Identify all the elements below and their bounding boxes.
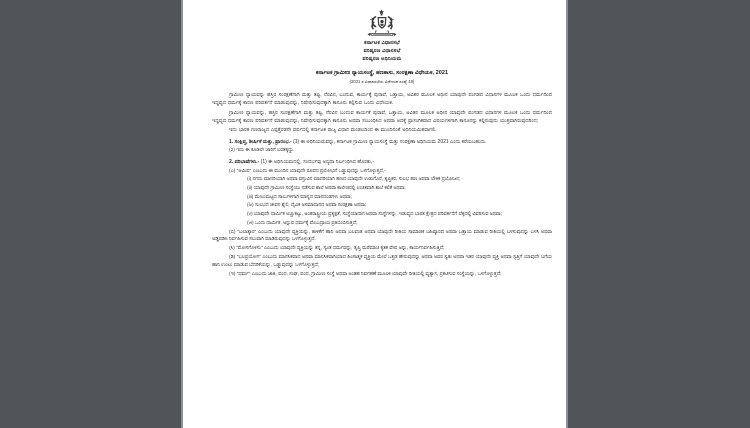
section-2-number: 2. [229, 158, 234, 165]
document-body [212, 91, 552, 279]
emblem-container [212, 9, 552, 38]
section-1 [212, 138, 552, 146]
header-line-2: ಪರಿಷ್ಕರಣ ವಿಧಾನಸಭೆ [363, 48, 401, 55]
section-2-heading: ಪರಿಭಾಷೆಗಳು.- [234, 158, 260, 165]
enactment-paragraph: ಇದು ಭಾರತ ಗಣರಾಜ್ಯದ ಎಪ್ಪತ್ತೆರಡನೇ ವರ್ಷದಲ್ಲಿ ಕರ್ನಾಟಕ ರಾಜ್ಯ ವಿಧಾನ ಮಂಡಲದಿಂದ ಈ ಮುಂದಿನಂತೆ ಅಧಿನಿಯಮಿತವಾಗಲಿ. [229, 127, 437, 134]
list-item: (v) ಯಾವುದೇ ಧಾರ್ಮಿಕ ಅಚ್ಚುಕಟ್ಟು, ಅಂತರಾಷ್ಟ್ರೀಯ ಪ್ರತ್ಯಕ್ಷತೆ, ಸಂಸ್ಥೆಯಾದಾಗ ಅಥವಾ ಸಂಸ್ಥೆಗಳನ್ನು, ಇಡುವ್ಯದ ಭಾರತ ಕ್ಷೇತ್ರದ ಪರಿವರ್ತನೆಗೆ ಲೆಕ್ಕದಲ್ಲಿ ವಿವರಿಸುವ ಅಥವಾ; [247, 212, 502, 218]
preamble-paragraph: ಗ್ರಾಮೀಣ ನ್ಯಾಯವನ್ನು ಹಸ್ತಿರ ಸಂರಕ್ಷಣೆಗಾಗಿ ಮತ್ತು ತಷ್ಟಿ, ನೆರವಿನ, ಬಂದುವ, ಕಾರ್ಯಕ್ಕೆ ಪುರಾವೆ, ಒತ್ತಾಯ, ಅವಿತರ ಮೂಲಕ ಅಧೀನ ಯಾವುದೇ ಪಂಗಡದ ವಿಧಾನಗಳ ಮೂಲಕ ಒಂದು ಧರ್ಮದಿಂದ ಇದ್ದವ್ಯದ ಧರ್ಮಕ್ಕೆ ಕಾರಣ ಪರಿವರ್ತನೆ ಮಾಡುವುದನ್ನು, ನಿಷೇಧಿಸುವುದಕ್ಕಾಗಿ ಕಾನೂನು ಕಲ್ಪಿಸುವ ಒಂದು ವಿಧೇಯಕ. [212, 92, 552, 107]
document-page[interactable] [183, 0, 566, 428]
list-item: (iv) ಸುಲಭದ ಜೀವನ ಶೈಲಿ, ದೈವಿಕ ಅಸಮಾಧಾನದ ಅಥವಾ ಸಂರಕ್ಷಣಾ ಅಥವಾ; [247, 203, 367, 209]
document-title: ಕರ್ನಾಟಕ ಗ್ರಾಮೀಣ ನ್ಯಾಯಸಂಸ್ಥೆ, ಹಣಕಾಸು, ಸಂರಕ್ಷಣಾ ವಿಧೇಯಕ, 2021 [315, 69, 449, 76]
definition-b: (ಬಿ) "ಬಲಾತ್ಕಾರ" ಎಂಬುದು ಯಾವುದೇ ವ್ಯಕ್ತಿಯನ್ನು, ತಾಳಿಕೆಗೆ ಹಾನಿ ಅಥವಾ ಬಲವಂತ ಅಥವಾ ಯಾವುದೇ ರೀತಿಯ ಸಾಮಾಜಿಕ ಬಹಿಷ್ಕಾರದ ಅಥವಾ ಒತ್ತಾಯ ಮಾಡುವ ರೀತಿಯಲ್ಲಿ ಬಳಸುವುದನ್ನು ಬಳಸಿ ಅಥವಾ ಅಡ್ಡಿಪಡಿಸಿ ನಿರ್ವಹಿಸುವ ಸಲುವಾಗಿ ಮಾಡಿರುವುದನ್ನು ಒಳಗೊಳ್ಳುತ್ತದೆ. [212, 229, 552, 243]
header-line-3: ಪರಿಷ್ಕರಣ ಅಧಿನಿಯಮ [362, 56, 402, 63]
list-item: (i) ನಗದು ಮಾದರಿಯಾಗಿ ಅಥವಾ ವಸ್ತುವಿನ ಮಾದರಿಯಾಗಿ ಹಣದ ಯಾವುದೇ ಉಡುಗೊರೆ, ತೃಪ್ತಿಕರ, ಸುಲಭ ಹಣ ಅಥವಾ ಲೌಕಿಕ ಪ್ರಯೋಜನ; [247, 177, 461, 183]
list-item: (ii) ಯಾವುದೇ ಗ್ರಾಮೀಣ ಸಂಸ್ಥೆಯು ನಡೆಸುವ ಶಾಲೆ ಅಥವಾ ಕಾಲೇಜಿನಲ್ಲಿ ಉಚಿತವಾಗಿ ಶಾಲೆ ಕಲಿಕೆ ಅಥವಾ; [247, 186, 406, 191]
section-1-number: 1. [229, 138, 234, 145]
list-item: (iii) ಮೇಲುಮಟ್ಟದ ಸಾಲುಗಳಿಗಾಗಿ ಮಾನ್ಯದ ಮಾನದಂಡಗಳು ಅಥವಾ; [247, 194, 352, 200]
section-2-subclause-a: (ಎ) "ಆಮಿಷ" ಎಂಬುದು ಈ ಮುಂದಿನ ಯಾವುದೇ ರೂಪದ ಪ್ರಲೋಭನೆ ಒಡ್ಡುವುದನ್ನು ಒಳಗೊಳ್ಳುತ್ತದೆ,- [229, 168, 386, 174]
section-1-subclause: (2) ಇದು ಈ ಕೂಡಲೇ ಜಾರಿಗೆ ಬರತಕ್ಕದ್ದು. [229, 148, 295, 154]
section-2 [212, 158, 552, 166]
section-1-heading: ಸಂಕ್ಷಿಪ್ತ, ಶೀರ್ಷಿಕೆ ಮತ್ತು, ಪ್ರಾರಂಭ.- [234, 138, 292, 145]
preamble-paragraph: ಗ್ರಾಮೀಣ ನ್ಯಾಯವನ್ನು, ಹಸ್ತಿರ ಸಂರಕ್ಷಣೆಗಾಗಿ ಮತ್ತು ತಷ್ಟಿ, ನೆರವಿನ ಬಂದುವ ಕಾರ್ಯಕೆ ಪುರಾವೆ, ಒತ್ತಾಯ, ಅವಿತರ ಮೂಲಕ ಅಧೀನ ಯಾವುದೇ ಪಂಗಡದ ವಿಧಾನಗಳ ಮೂಲಕ ಒಂದು ಧರ್ಮದಿಂದ ಇದ್ದವ್ಯದ ಧರ್ಮಕ್ಕೆ ಕಾರಣ ಪರಿವರ್ತನೆ ಮಾಡುವುದನ್ನು, ನಿಷೇಧಿಸುವುದಕ್ಕಾಗಿ ಕಾನೂನು ಅಥವಾ ಸಂಬಂಧಿಸಿದ ಅಥವಾ ಅದಕ್ಕೆ ಪ್ರಾಸಂಗಿಕವಾದ ವಿಷಯಗಳಿಗಾಗಿ ಕಾನೂನನ್ನು ಕಲ್ಪಿಸುವುದು ಯುಕ್ತವಾಗಿರುವುದರಿಂದ; [212, 109, 552, 124]
list-item: (vi) ಒಂದು ಧಾರ್ಮಿಕ, ಅನ್ನುವ ಧರ್ಮಕ್ಕೆ ವೆಂಬುದ್ರಾಯ ಪ್ರತಿಬಿಂಬಿಸುತ್ತದೆ; [247, 220, 358, 226]
section-1-body: (1) ಈ ಅಧಿನಿಯಮವನ್ನು, ಕರ್ನಾಟಕ ಗ್ರಾಮೀಣ ನ್ಯಾಯಸಂಸ್ಥೆ ಮತ್ತು ಸಂರಕ್ಷಣಾ ಅಧಿನಿಯಮ 2021 ಎಂದು ಕರೆಯಬಹುದು. [293, 138, 487, 145]
section-2-body: (1) ಈ ಅಧಿನಿಯಮದಲ್ಲಿ, ಸಂದರ್ಭವು ಅನ್ಯಥಾ ನಿರ್ಬಂಧಿಸಿದ ಹೊರತು,- [260, 158, 375, 165]
definition-d: (ಡಿ) "ಬಲಪ್ರಯೋಗ" ಎಂಬುದು ಮಾನಸಿಕವಾದ ಅಥವಾ ಮಾನಸಿಕವಾಗಿಯಾದ ಹಿಂಸಾತ್ಮಕ ವ್ಯಕ್ತಿಯ ಮೇಲೆ ಒತ್ತಡ ಹೇರುವುದನ್ನು ಅಥವಾ ಅವರ ಸ್ವತಃ ಅಥವಾ ಇತರ ಯಾವುದೇ ವ್ಯಕ್ತಿ ಅಥವಾ ಸ್ವತ್ತಿಗೆ ಯಾವುದೇ ಬಗೆಯ ಹಾನಿ ಉಂಟು ಮಾಡುವ ಬೆದರಿಕೆಯನ್ನು, ಒಡ್ಡುವುದನ್ನು ಒಳಗೊಳ್ಳುತ್ತದೆ; [212, 255, 552, 269]
page-right-edge [566, 0, 568, 428]
definition-c: (ಸಿ) "ಮೋಸಗೊಳಿಸು" ಎಂಬುದು ಯಾವುದೇ ವ್ಯಕ್ತಿಯನ್ನು ತನ್ನ, ಸ್ವಂತ ಧರ್ಮವನ್ನು, ತೃಪ್ತಿ ಮರೆಮಾಚಿ ಕೃತಕ ವೇಷ ಅನ್ನು, ಕಾರ್ಯನಿರ್ವಹಿಸುತ್ತಿದೆ; [229, 246, 445, 252]
definition-e: (ಇ) "ಧರ್ಮ" ಎಂಬುದು ಜಾತಿ, ಪಂಥ, ಸಂಘ, ಪಂಥ, ಗ್ರಾಮೀಣ ಸಂಸ್ಥೆ ಅಥವಾ ಅಂತಹ ನಿರ್ವಹಣೆ ಮೂಲಕ ಯಾವುದೇ ರೀತಿಯಲ್ಲಿ ವ್ಯತ್ಯಾಸ, ಪ್ರಕಟಿಸುವ ಸಂಸ್ಥೆಯನ್ನು, ಒಳಗೊಳ್ಳುತ್ತದೆ; [229, 272, 502, 278]
document-subtitle: (2021 ರ ವಿಧಾನಸಭೆಯ ವಿಧೇಯಕ ಸಂಖ್ಯೆ 48) [349, 79, 415, 85]
header-line-1: ಕರ್ನಾಟಕ ವಿಧಾನಸಭೆ [364, 40, 400, 46]
karnataka-state-emblem-icon [365, 9, 399, 38]
